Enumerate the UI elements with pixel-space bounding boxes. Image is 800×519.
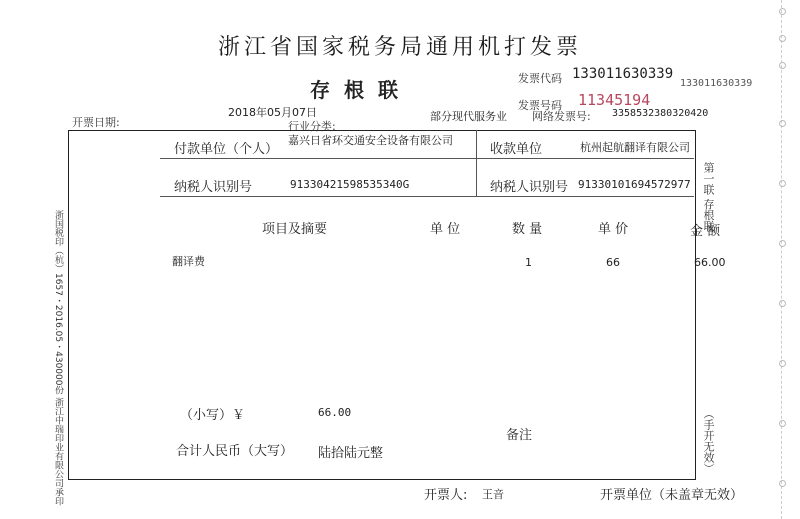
tear-line <box>781 0 782 519</box>
col-item-header: 项目及摘要 <box>262 222 328 237</box>
industry-label: 行业分类: <box>288 120 336 133</box>
total-big-label: 合计人民币（大写） <box>176 444 294 459</box>
total-small-value: 66.00 <box>318 406 352 419</box>
network-invoice-value: 3358532380320420 <box>612 108 709 119</box>
issuer-label: 开票单位（未盖章无效） <box>600 488 744 503</box>
invoice-title: 浙江省国家税务局通用机打发票 <box>217 35 582 60</box>
network-invoice-label: 网络发票号: <box>532 110 591 123</box>
col-qty-header: 数 量 <box>512 222 543 237</box>
row-amount: 66.00 <box>694 256 726 269</box>
invoice-number-label: 发票号码 <box>518 99 562 112</box>
punch-hole <box>779 300 786 307</box>
invoice-subtitle: 存根联 <box>310 78 412 102</box>
punch-hole <box>779 480 786 487</box>
invoice-code-small: 133011630339 <box>680 78 753 89</box>
col-amount-header: 金 额 <box>690 224 721 239</box>
divider <box>160 196 694 197</box>
punch-hole <box>779 62 786 69</box>
punch-hole <box>779 360 786 367</box>
remark-label: 备注 <box>506 428 533 443</box>
industry-value: 部分现代服务业 <box>430 110 507 123</box>
col-unit-header: 单 位 <box>430 222 461 237</box>
row-qty: 1 <box>525 256 532 269</box>
issue-date-label: 开票日期: <box>72 116 120 129</box>
divider <box>160 158 694 159</box>
punch-hole <box>779 180 786 187</box>
printer-info: 浙国税印（杭）1657・2016.05・430000份 浙江中瑞印业有限公司承印 <box>53 210 63 506</box>
total-big-value: 陆拾陆元整 <box>318 446 384 461</box>
invoice-code-label: 发票代码 <box>518 72 562 85</box>
payer-taxid-label: 纳税人识别号 <box>174 180 253 195</box>
row-price: 66 <box>606 256 620 269</box>
payee-name: 杭州起航翻译有限公司 <box>580 141 690 154</box>
payer-label: 付款单位（个人） <box>174 142 279 157</box>
punch-hole <box>779 120 786 127</box>
payer-taxid-value: 91330421598535340G <box>290 178 410 191</box>
punch-hole <box>779 240 786 247</box>
total-small-label: （小写）￥ <box>180 408 246 423</box>
payee-label: 收款单位 <box>490 142 543 157</box>
invoice-number-value: 11345194 <box>578 91 651 109</box>
issue-date-value: 2018年05月07日 <box>228 106 317 119</box>
payee-taxid-label: 纳税人识别号 <box>490 180 569 195</box>
drawer-value: 王音 <box>482 488 504 501</box>
copy-label: 第一联 存根联 <box>702 162 715 232</box>
row-item: 翻译费 <box>172 255 205 268</box>
drawer-label: 开票人: <box>424 488 468 503</box>
payer-name: 嘉兴日省环交通安全设备有限公司 <box>288 134 453 147</box>
payee-taxid-value: 91330101694572977 <box>578 178 691 191</box>
punch-hole <box>779 420 786 427</box>
invoice-code-value: 133011630339 <box>572 66 674 82</box>
punch-hole <box>779 8 786 15</box>
no-seal-label: （手开无效） <box>702 408 715 474</box>
col-price-header: 单 价 <box>598 222 629 237</box>
divider <box>476 130 477 196</box>
